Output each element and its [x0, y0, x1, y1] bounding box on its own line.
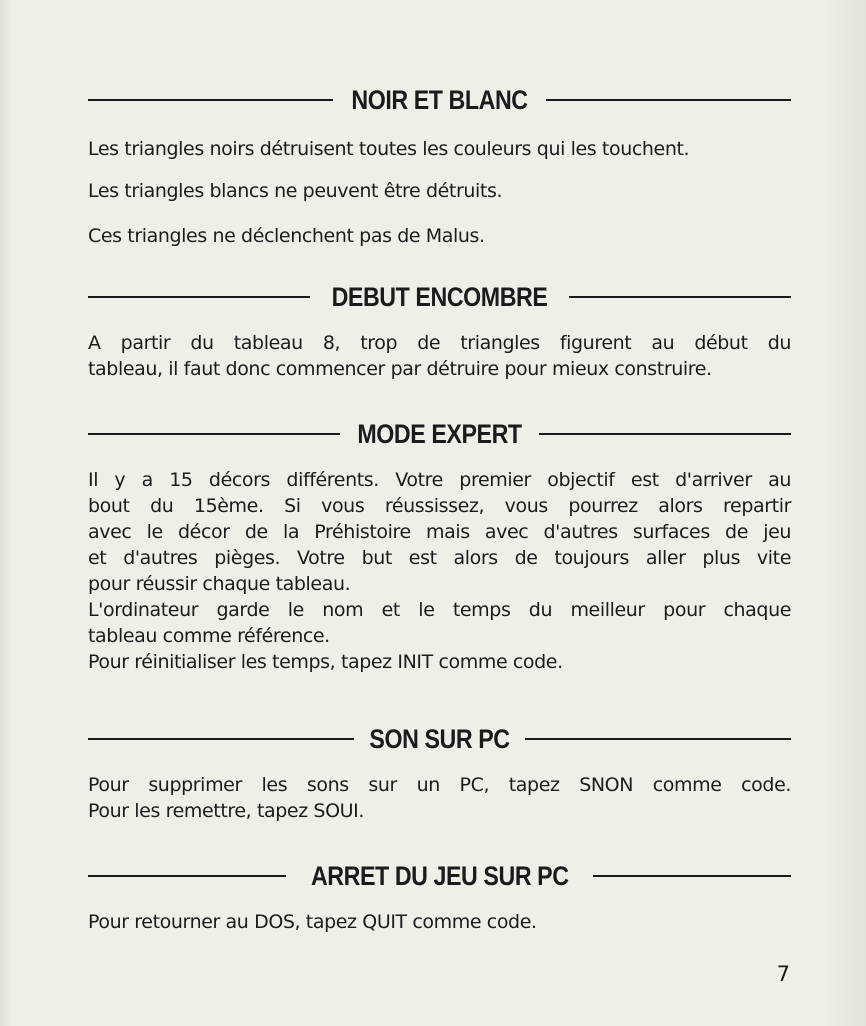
section-noir-et-blanc — [88, 80, 791, 247]
heading-rule-left — [88, 875, 286, 877]
section-title: ARRET DU JEU SUR PC — [310, 861, 569, 891]
page-edge-shadow-left — [0, 0, 14, 1026]
heading-rule-right — [593, 875, 791, 877]
paragraph-line: tableau comme référence. — [88, 625, 330, 647]
section-mode-expert — [88, 414, 791, 673]
section-debut-encombre — [88, 277, 791, 380]
section-title: MODE EXPERT — [357, 419, 522, 449]
paragraph-line: pour réussir chaque tableau. — [88, 573, 351, 595]
paragraph-line: Pour retourner au DOS, tapez QUIT comme code. — [88, 911, 537, 933]
paragraph-line: A partir du tableau 8, trop de triangles figurent au début du — [88, 332, 791, 354]
heading-rule-left — [88, 738, 354, 740]
page-number: 7 — [776, 962, 790, 986]
section-title: DEBUT ENCOMBRE — [331, 282, 548, 312]
section-heading — [88, 856, 791, 896]
heading-rule-left — [88, 99, 333, 101]
section-body — [88, 467, 791, 675]
section-heading — [88, 414, 791, 454]
paragraph-line: tableau, il faut donc commencer par détruire pour mieux construire. — [88, 358, 712, 380]
paragraph-line: Pour réinitialiser les temps, tapez INIT comme code. — [88, 651, 563, 673]
paragraph-line: Ces triangles ne déclenchent pas de Malus. — [88, 225, 485, 247]
section-body — [88, 330, 791, 382]
section-son-sur-pc — [88, 719, 791, 822]
heading-rule-right — [569, 296, 791, 298]
heading-rule-right — [539, 433, 791, 435]
paragraph-line: Pour les remettre, tapez SOUI. — [88, 800, 364, 822]
section-arret-du-jeu — [88, 856, 791, 933]
paragraph-line: avec le décor de la Préhistoire mais avec d'autres surfaces de jeu — [88, 521, 791, 543]
paragraph-line: Pour supprimer les sons sur un PC, tapez SNON comme code. — [88, 774, 791, 796]
section-body — [88, 772, 791, 824]
section-title: SON SUR PC — [369, 724, 510, 754]
heading-rule-left — [88, 433, 340, 435]
paragraph-line: bout du 15ème. Si vous réussissez, vous pourrez alors repartir — [88, 495, 791, 517]
heading-rule-left — [88, 296, 310, 298]
paragraph-line: Les triangles noirs détruisent toutes les couleurs qui les touchent. — [88, 138, 690, 160]
heading-rule-right — [525, 738, 791, 740]
paragraph-line: Les triangles blancs ne peuvent être détruits. — [88, 180, 503, 202]
section-heading — [88, 277, 791, 317]
paragraph-line: Il y a 15 décors différents. Votre premier objectif est d'arriver au — [88, 469, 791, 491]
section-title: NOIR ET BLANC — [351, 85, 528, 115]
paragraph-line: L'ordinateur garde le nom et le temps du meilleur pour chaque — [88, 599, 791, 621]
heading-rule-right — [546, 99, 791, 101]
page-edge-shadow-right — [820, 0, 866, 1026]
section-heading — [88, 719, 791, 759]
paragraph-line: et d'autres pièges. Votre but est alors de toujours aller plus vite — [88, 547, 791, 569]
section-body — [88, 909, 791, 935]
section-heading — [88, 80, 791, 120]
